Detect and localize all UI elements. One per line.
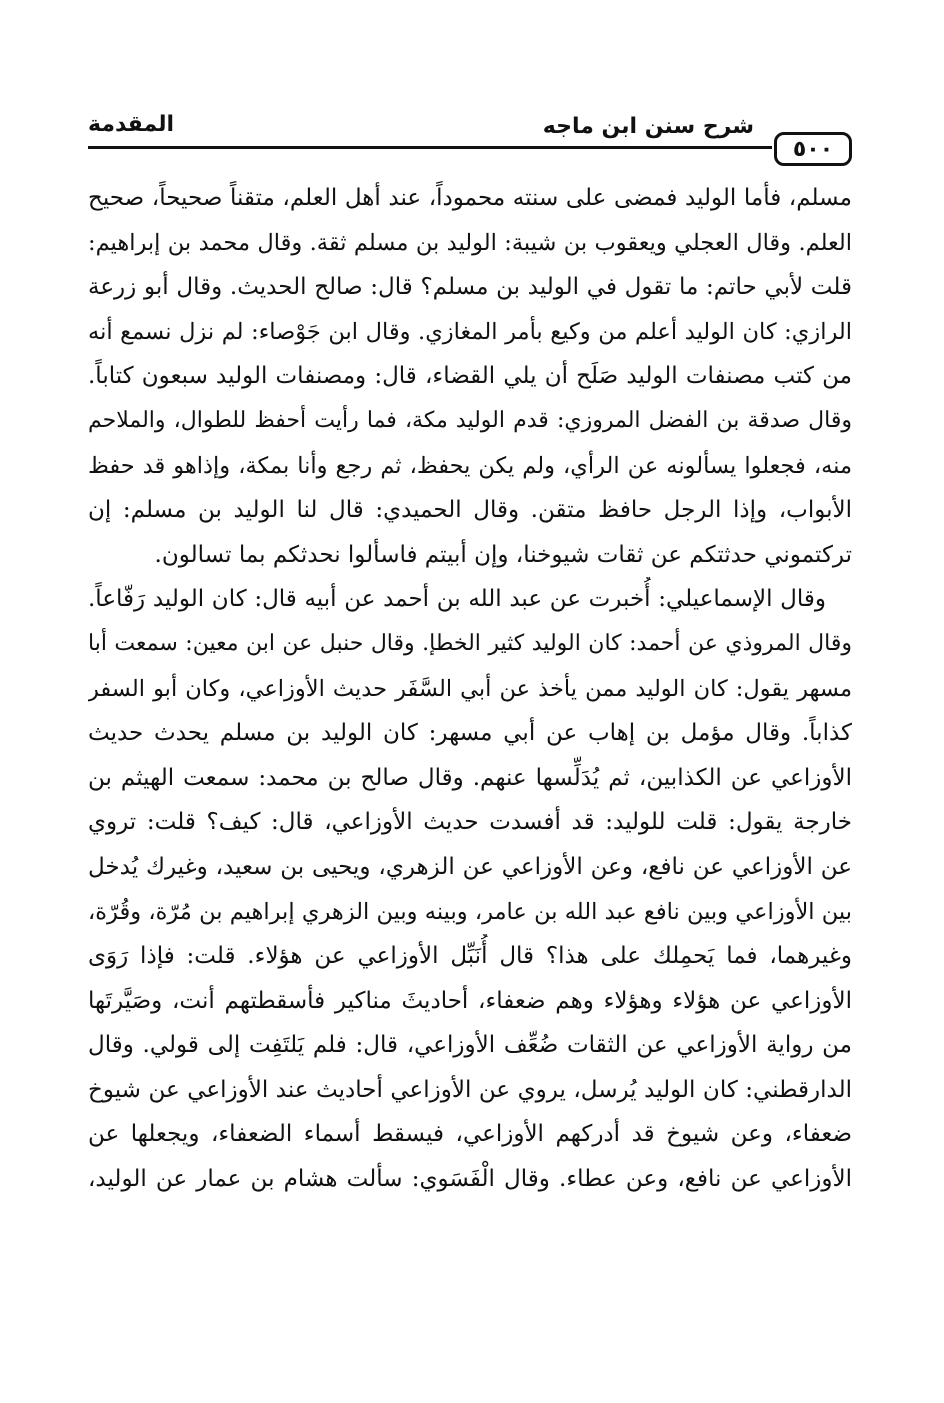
header-rule bbox=[88, 146, 772, 149]
text-line: وغيرهما، فما يَحمِلك على هذا؟ قال أُنَبِّل الأوزاعي عن هؤلاء. قلت: فإذا رَوَى bbox=[88, 943, 852, 970]
text-line: قلت لأبي حاتم: ما تقول في الوليد بن مسلم؟ قال: صالح الحديث. وقال أبو زرعة bbox=[88, 274, 852, 301]
text-line: الأوزاعي عن الكذابين، ثم يُدَلِّسها عنهم. وقال صالح بن محمد: سمعت الهيثم بن bbox=[88, 764, 852, 791]
text-line: مسلم، فأما الوليد فمضى على سنته محموداً، عند أهل العلم، متقناً صحيحاً، صحيح bbox=[88, 185, 852, 211]
text-line: من رواية الأوزاعي عن الثقات ضُعِّف الأوزاعي، قال: فلم يَلتَفِت إلى قولي. وقال bbox=[88, 1032, 852, 1059]
text-line: عن الأوزاعي عن نافع، وعن الأوزاعي عن الزهري، ويحيى بن سعيد، وغيرك يُدخل bbox=[88, 853, 852, 880]
page-number: ٥٠٠ bbox=[774, 132, 852, 166]
text-line: الأوزاعي عن هؤلاء وهؤلاء وهم ضعفاء، أحاديثَ مناكير فأسقطتهم أنت، وصَيَّرتَها bbox=[88, 987, 852, 1014]
text-line: وقال صدقة بن الفضل المروزي: قدم الوليد مكة، فما رأيت أحفظ للطوال، والملاحم bbox=[88, 407, 852, 433]
text-line: خارجة يقول: قلت للوليد: قد أفسدت حديث الأوزاعي، قال: كيف؟ قلت: تروي bbox=[88, 809, 852, 836]
text-line: تركتموني حدثتكم عن ثقات شيوخنا، وإن أبيتم فاسألوا نحدثكم بما تسالون. bbox=[154, 541, 852, 568]
text-line: الأوزاعي عن نافع، وعن عطاء. وقال الْفَسَوي: سألت هشام بن عمار عن الوليد، bbox=[88, 1166, 852, 1193]
body-text bbox=[88, 176, 852, 1202]
book-title: شرح سنن ابن ماجه bbox=[542, 114, 754, 139]
text-line: منه، فجعلوا يسألونه عن الرأي، ولم يكن يحفظ، ثم رجع وأنا بمكة، وإذاهو قد حفظ bbox=[88, 452, 852, 479]
text-line: الأبواب، وإذا الرجل حافظ متقن. وقال الحميدي: قال لنا الوليد بن مسلم: إن bbox=[88, 497, 852, 524]
section-title: المقدمة bbox=[88, 112, 175, 137]
text-line: الرازي: كان الوليد أعلم من وكيع بأمر المغازي. وقال ابن جَوْصاء: لم نزل نسمع أنه bbox=[88, 318, 852, 345]
text-line: كذاباً. وقال مؤمل بن إهاب عن أبي مسهر: كان الوليد بن مسلم يحدث حديث bbox=[88, 720, 852, 747]
text-line: من كتب مصنفات الوليد صَلَح أن يلي القضاء، قال: ومصنفات الوليد سبعون كتاباً. bbox=[88, 363, 852, 390]
text-line: مسهر يقول: كان الوليد ممن يأخذ عن أبي السَّفَر حديث الأوزاعي، وكان أبو السفر bbox=[88, 675, 852, 702]
text-line: وقال الإسماعيلي: أُخبرت عن عبد الله بن أحمد عن أبيه قال: كان الوليد رَفّاعاً. bbox=[88, 586, 826, 613]
text-line: وقال المروذي عن أحمد: كان الوليد كثير الخطإ. وقال حنبل عن ابن معين: سمعت أبا bbox=[88, 630, 852, 656]
text-line: العلم. وقال العجلي ويعقوب بن شيبة: الوليد بن مسلم ثقة. وقال محمد بن إبراهيم: bbox=[88, 229, 852, 256]
text-line: الدارقطني: كان الوليد يُرسل، يروي عن الأوزاعي أحاديث عند الأوزاعي عن شيوخ bbox=[88, 1076, 852, 1103]
text-line: ضعفاء، وعن شيوخ قد أدركهم الأوزاعي، فيسقط أسماء الضعفاء، ويجعلها عن bbox=[88, 1121, 852, 1148]
running-header bbox=[88, 108, 852, 162]
text-line: بين الأوزاعي وبين نافع عبد الله بن عامر، وبينه وبين الزهري إبراهيم بن مُرّة، وقُرّة، bbox=[88, 898, 852, 925]
